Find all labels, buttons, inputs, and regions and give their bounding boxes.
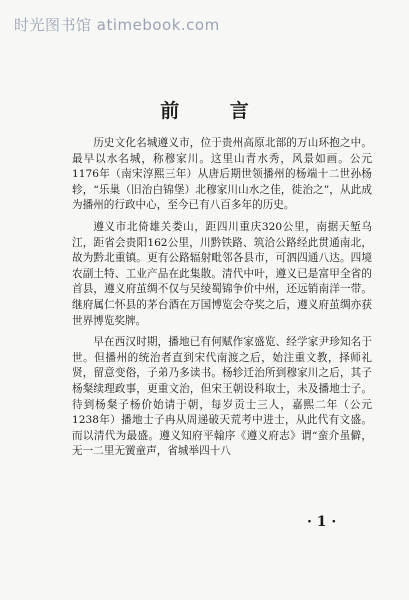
watermark-text: 时光图书馆 atimebook.com <box>14 16 220 34</box>
paragraph: 历史文化名城遵义市，位于贵州高原北部的万山环抱之中。最早以水名城，称穆家川。这里山青水秀，风景如画。公元1176年（南宋淳熙三年）从唐后期世领播州的杨端十二世孙杨轸，“乐巢（旧治白锦堡）北穆家川山水之佳，徙治之”，从此成为播州的行政中心，至今已有八百多年的历史。 <box>72 137 372 212</box>
page-number: · 1 · <box>307 514 337 530</box>
body-text <box>72 136 372 466</box>
paragraph: 早在西汉时期，播地已有何赋作家盛览、经学家尹珍知名于世。但播州的统治者直到宋代南渡之后，始注重文教，择师礼贤，留意变俗，子弟乃多读书。杨轸迁治所到穆家川之后，其子杨粲续理政事，更重文治，但宋王朝设科取士，未及播地士子。待到杨粲子杨价始请于朝，每岁贡士三人，嘉熙二年（公元1238年）播地士子冉从周递破天荒考中进士，从此代有文盛。而以清代为最盛。遵义知府平翰序《遵义府志》谓“蛮介虽僻，无一二里无黉童声，省城举四十八 <box>72 336 372 458</box>
page-title: 前 言 <box>160 100 271 122</box>
paragraph: 遵义市北倚雄关娄山，距四川重庆320公里，南据天堑乌江，距省会贵阳162公里，川黔铁路、筑洽公路经此贯通南北，故为黔北重镇。更有公路辐射毗邻各县市，可泗四通八达。四境农副土特、工业产品在此集散。清代中叶，遵义已是富甲全省的首县，遵义府茧绸不仅与吴绫蜀锦争价中州，还远销南洋一带。继府属仁怀县的茅台酒在万国博览会夺奖之后，遵义府茧绸亦获世界博览奖牌。 <box>72 220 372 327</box>
